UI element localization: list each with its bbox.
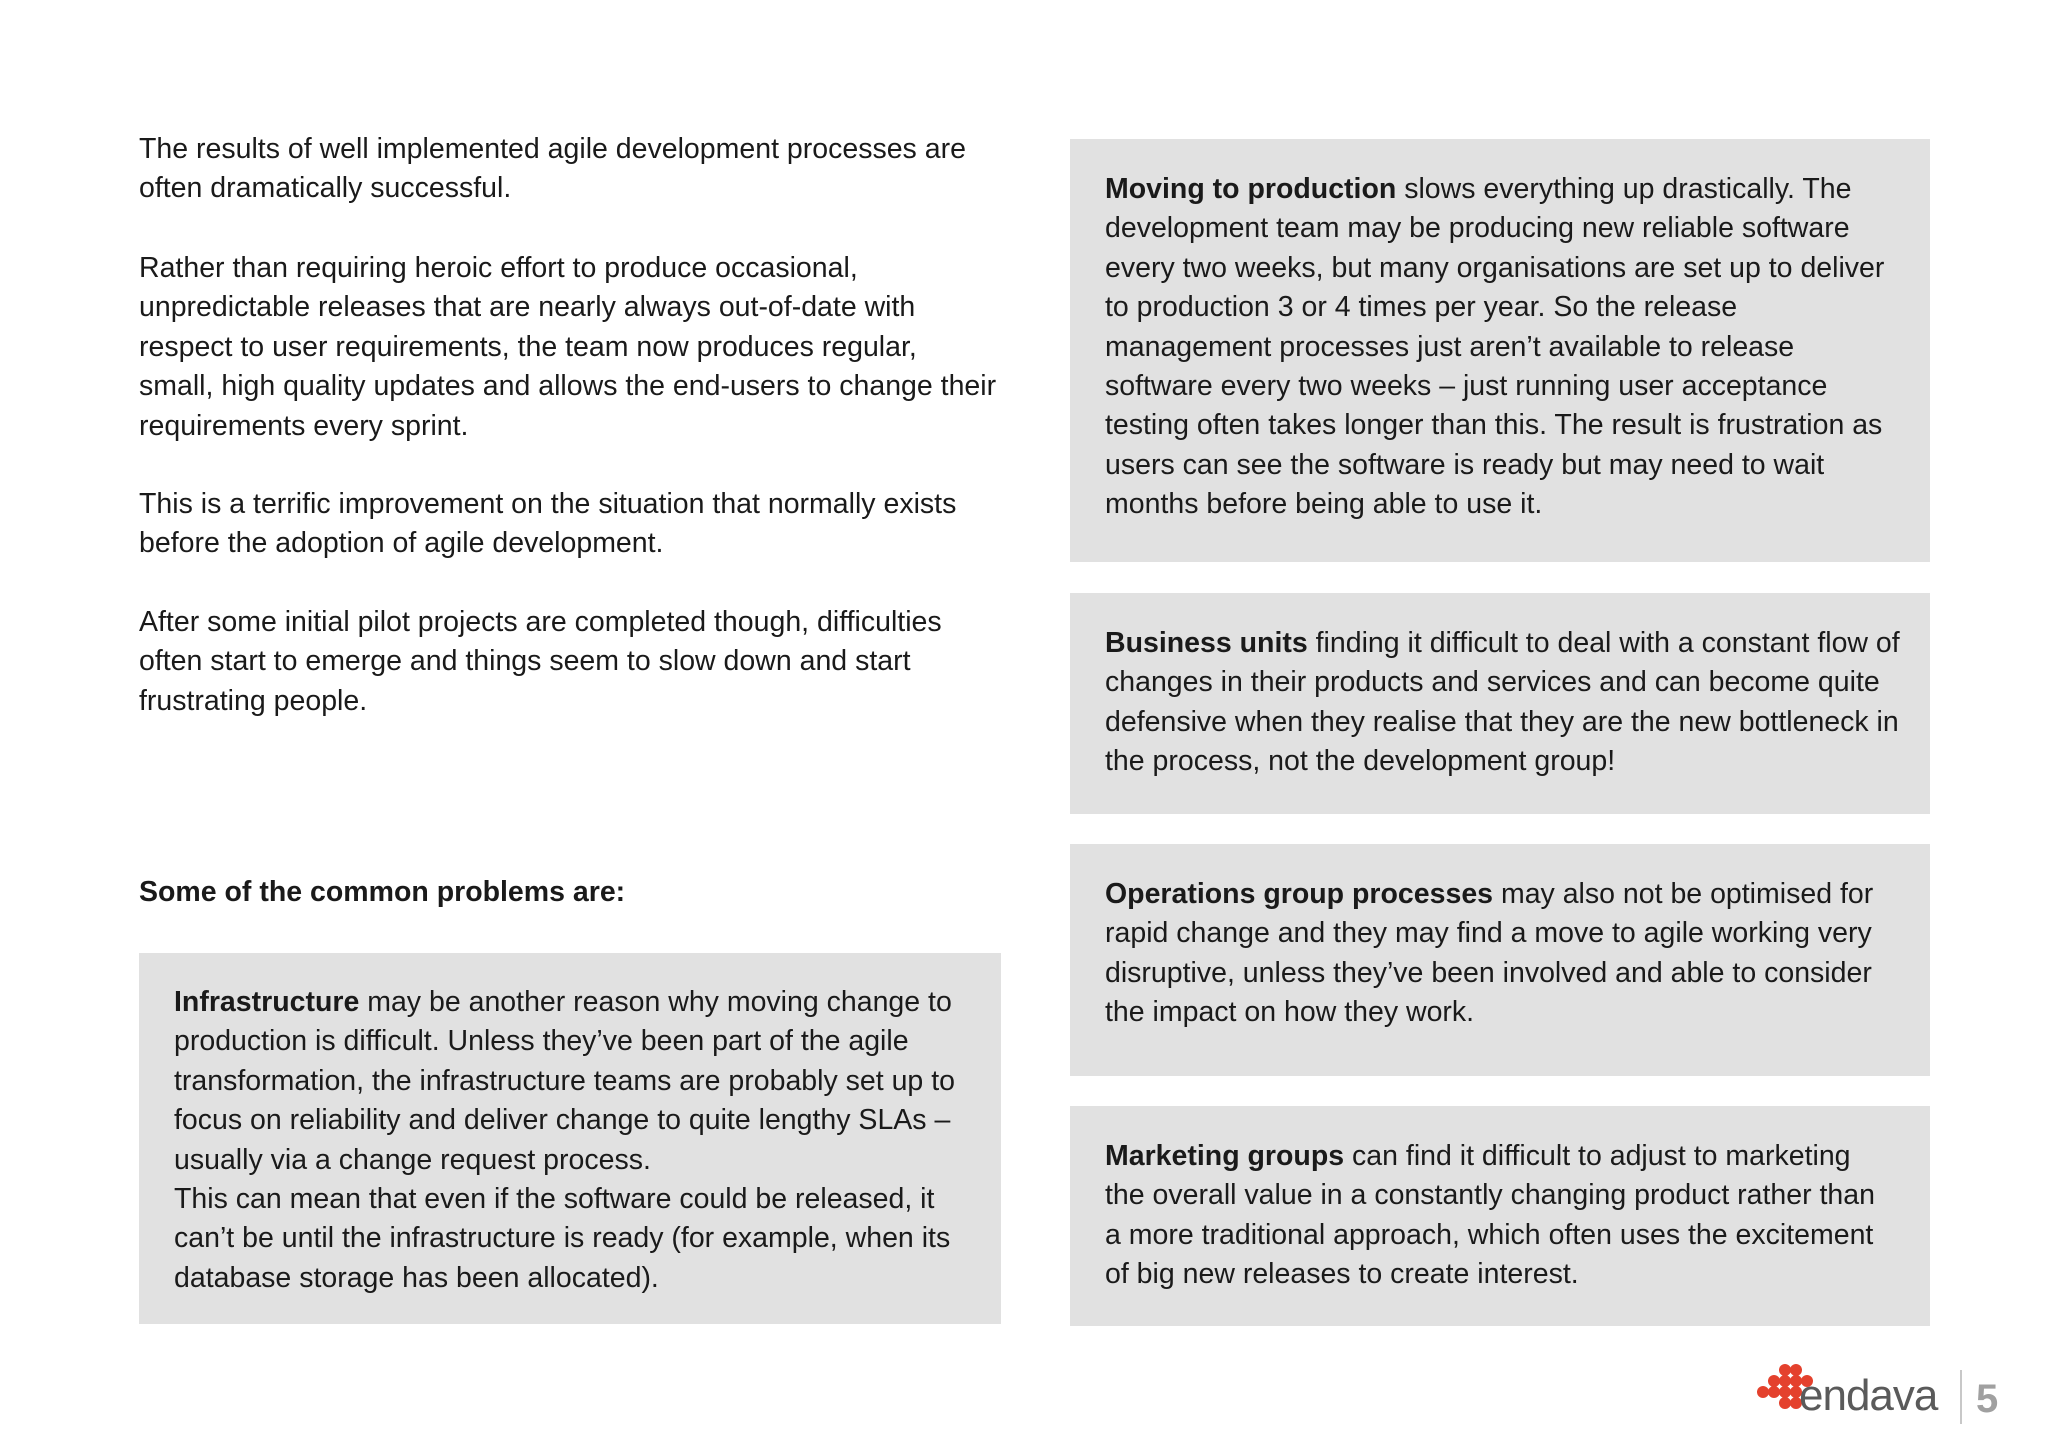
endava-logo-text: endava	[1799, 1371, 1938, 1420]
problems-heading: Some of the common problems are:	[139, 876, 626, 908]
business-box	[1070, 593, 1930, 814]
marketing-title: Marketing groups	[1105, 1140, 1345, 1172]
page-number: 5	[1976, 1377, 1999, 1421]
marketing-text	[1105, 1137, 1892, 1295]
business-text	[1105, 624, 1900, 782]
operations-title: Operations group processes	[1105, 878, 1494, 910]
business-title: Business units	[1105, 627, 1308, 659]
operations-body: may also not be optimised for rapid change and they may find a move to agile working very disruptive, unless they’ve been involved and able to consider the impact on how they work.	[1105, 878, 1874, 1029]
infrastructure-box	[139, 953, 1001, 1324]
production-text	[1105, 170, 1892, 525]
infrastructure-text-2: This can mean that even if the software could be released, it can’t be until the infrastructure is ready (for example, when its database storage has been allocated).	[174, 1183, 951, 1294]
operations-text	[1105, 875, 1892, 1033]
marketing-body: can find it difficult to adjust to marketing the overall value in a constantly changing product rather than a more traditional approach, which often uses the excitement of big new releases to create interest.	[1105, 1140, 1875, 1291]
infrastructure-title: Infrastructure	[174, 986, 360, 1018]
intro-paragraph-4: After some initial pilot projects are completed though, difficulties often start to emerge and things seem to slow down and start frustrating people.	[139, 606, 942, 717]
infrastructure-text	[174, 983, 965, 1180]
business-body: finding it difficult to deal with a constant flow of changes in their products and services and can become quite defensive when they realise that they are the new bottleneck in the process, not the development group!	[1105, 627, 1900, 778]
intro-paragraph-2: Rather than requiring heroic effort to produce occasional, unpredictable releases that are nearly always out-of-date with respect to user requirements, the team now produces regular, small, high quality updates and allows the end-users to change their requirements every sprint.	[139, 252, 997, 442]
marketing-box	[1070, 1106, 1930, 1326]
production-title: Moving to production	[1105, 173, 1397, 205]
intro-paragraph-3: This is a terrific improvement on the situation that normally exists before the adoption of agile development.	[139, 488, 957, 560]
intro-paragraph-1: The results of well implemented agile development processes are often dramatically successful.	[139, 133, 966, 205]
endava-logo	[1755, 1362, 1938, 1428]
operations-box	[1070, 844, 1930, 1076]
production-body: slows everything up drastically. The development team may be producing new reliable software every two weeks, but many organisations are set up to deliver to production 3 or 4 times per year. So the release management processes just aren’t available to release software every two weeks – just running user acceptance testing often takes longer than this. The result is frustration as users can see the software is ready but may need to wait months before being able to use it.	[1105, 173, 1885, 521]
page-number-divider	[1960, 1370, 1962, 1424]
infrastructure-body: may be another reason why moving change to production is difficult. Unless they’ve been part of the agile transformation, the infrastructure teams are probably set up to focus on reliability and deliver change to quite lengthy SLAs – usually via a change request process.	[174, 986, 955, 1176]
production-box	[1070, 139, 1930, 562]
